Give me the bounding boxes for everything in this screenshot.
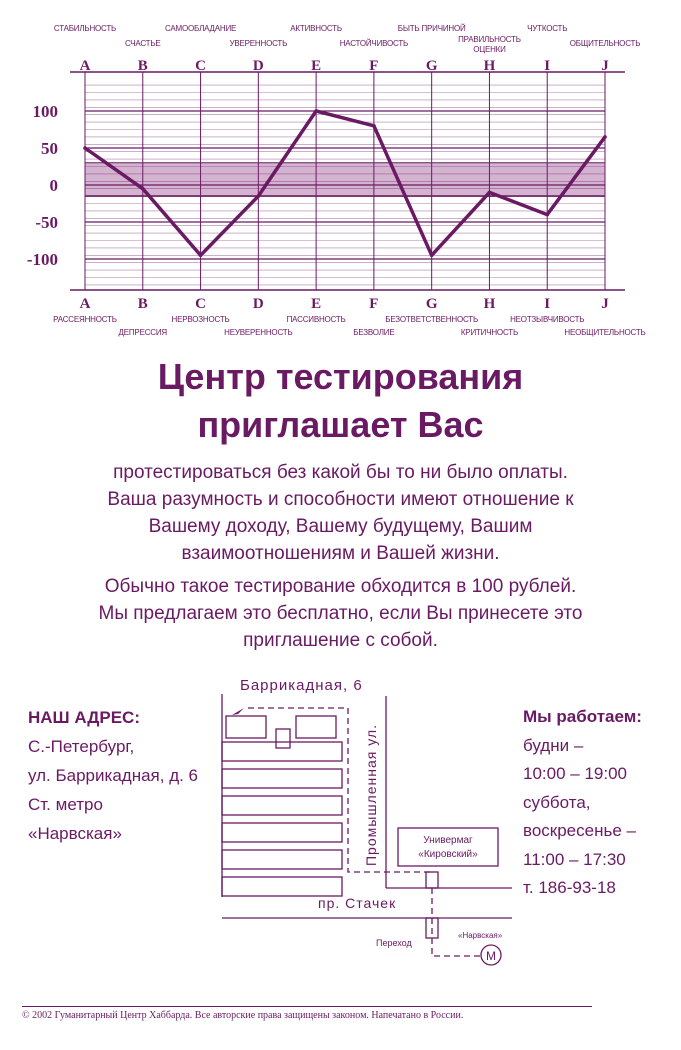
- column-letter: F: [369, 58, 379, 74]
- paragraph-1: [30, 459, 651, 567]
- location-map: [0, 660, 681, 980]
- bottom-trait-label: ДЕПРЕССИЯ: [118, 328, 168, 337]
- y-tick-label: 0: [49, 176, 58, 195]
- score-point: [488, 191, 492, 195]
- y-axis-ticks: [27, 102, 58, 269]
- paragraph-2-line: приглашение с собой.: [243, 630, 438, 651]
- column-letter: G: [425, 296, 438, 312]
- map-street-horizontal: пр. Стачек: [318, 895, 397, 911]
- y-tick-label: -50: [35, 213, 58, 232]
- title-line-2: приглашает Вас: [197, 404, 484, 445]
- score-point: [83, 146, 87, 150]
- bottom-trait-label: НЕРВОЗНОСТЬ: [171, 315, 230, 324]
- top-trait-label: СТАБИЛЬНОСТЬ: [53, 24, 117, 33]
- copyright-text: © 2002 Гуманитарный Центр Хаббарда. Все авторские права защищены законом. Напечатано в России.: [22, 1010, 464, 1021]
- footer-divider: [22, 1006, 592, 1007]
- route-arrow-icon: [232, 708, 244, 715]
- personality-chart: [0, 0, 681, 345]
- top-trait-label: БЫТЬ ПРИЧИНОЙ: [397, 24, 466, 33]
- map-store-line2: «Кировский»: [418, 849, 478, 860]
- column-letter: D: [252, 58, 264, 74]
- column-letter: A: [79, 58, 91, 74]
- column-letter: J: [601, 296, 609, 312]
- score-point: [199, 254, 203, 258]
- address-line: С.-Петербург,: [28, 737, 135, 756]
- column-letter: H: [483, 58, 496, 74]
- top-trait-label: САМООБЛАДАНИЕ: [164, 24, 237, 33]
- address-line: Ст. метро: [28, 795, 103, 814]
- hours-line: будни –: [523, 735, 584, 755]
- hours-line: 11:00 – 17:30: [523, 849, 626, 869]
- metro-icon: M: [486, 949, 496, 963]
- paragraph-2-line: Обычно такое тестирование обходится в 100 рублей.: [104, 576, 577, 597]
- column-letter: F: [369, 296, 379, 312]
- top-trait-labels: [54, 24, 640, 54]
- map-block: [222, 769, 342, 788]
- column-letter: E: [311, 58, 322, 74]
- top-trait-label: СЧАСТЬЕ: [124, 39, 161, 48]
- bottom-trait-label: ПАССИВНОСТЬ: [286, 315, 346, 324]
- map-building: [296, 716, 336, 738]
- bottom-trait-label: НЕОТЗЫВЧИВОСТЬ: [510, 315, 585, 324]
- hours-line: воскресенье –: [523, 821, 636, 840]
- route-path: [432, 888, 481, 956]
- bottom-column-letters: [80, 296, 610, 312]
- column-letter: H: [483, 296, 496, 312]
- score-point: [603, 135, 607, 139]
- map-block: [222, 742, 342, 761]
- score-point: [314, 109, 318, 113]
- column-letter: C: [195, 296, 206, 312]
- column-letter: I: [544, 58, 551, 74]
- top-trait-label: ПРАВИЛЬНОСТЬ: [458, 35, 521, 44]
- map-entrance: [276, 729, 290, 748]
- paragraph-1-line: взаимоотношениям и Вашей жизни.: [181, 543, 500, 564]
- normal-range-band: [85, 163, 605, 196]
- map-metro-label: «Нарвская»: [458, 931, 503, 940]
- hours-line: т. 186-93-18: [523, 878, 616, 897]
- top-trait-label: УВЕРЕННОСТЬ: [229, 39, 288, 48]
- map-store-line1: Универмаг: [423, 835, 473, 846]
- bottom-trait-label: БЕЗОТВЕТСТВЕННОСТЬ: [385, 315, 479, 324]
- column-letter: B: [137, 58, 148, 74]
- map-block: [222, 823, 342, 842]
- address-heading: НАШ АДРЕС:: [28, 708, 140, 727]
- paragraph-1-line: Ваша разумность и способности имеют отношение к: [107, 489, 574, 510]
- score-point: [372, 124, 376, 128]
- crossing-box: [426, 872, 438, 888]
- hours-line: суббота,: [523, 792, 591, 812]
- bottom-trait-labels: [53, 315, 645, 337]
- paragraph-1-line: Вашему доходу, Вашему будущему, Вашим: [148, 516, 533, 537]
- column-letter: I: [544, 296, 551, 312]
- y-tick-label: 50: [41, 139, 58, 158]
- map-top-label: Баррикадная, 6: [240, 677, 363, 694]
- top-trait-label: ОЦЕНКИ: [473, 45, 506, 54]
- score-point: [430, 254, 434, 258]
- bottom-trait-label: НЕУВЕРЕННОСТЬ: [224, 328, 293, 337]
- column-letter: E: [311, 296, 322, 312]
- map-block: [222, 796, 342, 815]
- column-letter: A: [79, 296, 91, 312]
- top-trait-label: ЧУТКОСТЬ: [527, 24, 568, 33]
- column-letter: J: [601, 58, 609, 74]
- paragraph-2: [30, 573, 651, 654]
- top-trait-label: АКТИВНОСТЬ: [290, 24, 342, 33]
- column-letter: C: [195, 58, 206, 74]
- score-point: [257, 194, 261, 198]
- top-trait-label: НАСТОЙЧИВОСТЬ: [339, 39, 409, 48]
- bottom-trait-label: КРИТИЧНОСТЬ: [460, 328, 519, 337]
- store-box: [398, 828, 498, 866]
- map-block: [222, 877, 342, 896]
- score-point: [141, 187, 145, 191]
- paragraph-2-line: Мы предлагаем это бесплатно, если Вы принесете это: [98, 603, 583, 624]
- column-letter: D: [252, 296, 264, 312]
- map-crossing-label: Переход: [376, 938, 412, 948]
- hours-line: 10:00 – 19:00: [523, 764, 627, 783]
- chart-grid: [70, 72, 625, 290]
- address-line: ул. Баррикадная, д. 6: [28, 766, 199, 785]
- map-block: [222, 850, 342, 869]
- bottom-trait-label: БЕЗВОЛИЕ: [353, 328, 395, 337]
- y-tick-label: 100: [32, 102, 58, 121]
- address-line: «Нарвская»: [28, 824, 122, 843]
- title-line-1: Центр тестирования: [157, 356, 524, 397]
- bottom-trait-label: НЕОБЩИТЕЛЬНОСТЬ: [564, 328, 646, 337]
- map-building: [226, 716, 266, 738]
- score-point: [545, 213, 549, 217]
- bottom-trait-label: РАССЕЯННОСТЬ: [53, 315, 117, 324]
- column-letter: G: [425, 58, 438, 74]
- top-trait-label: ОБЩИТЕЛЬНОСТЬ: [569, 39, 641, 48]
- paragraph-1-line: протестироваться без какой бы то ни было оплаты.: [113, 462, 568, 483]
- map-street-vertical: Промышленная ул.: [363, 724, 379, 866]
- y-tick-label: -100: [26, 250, 58, 269]
- hours-heading: Мы работаем:: [523, 707, 642, 726]
- column-letter: B: [137, 296, 148, 312]
